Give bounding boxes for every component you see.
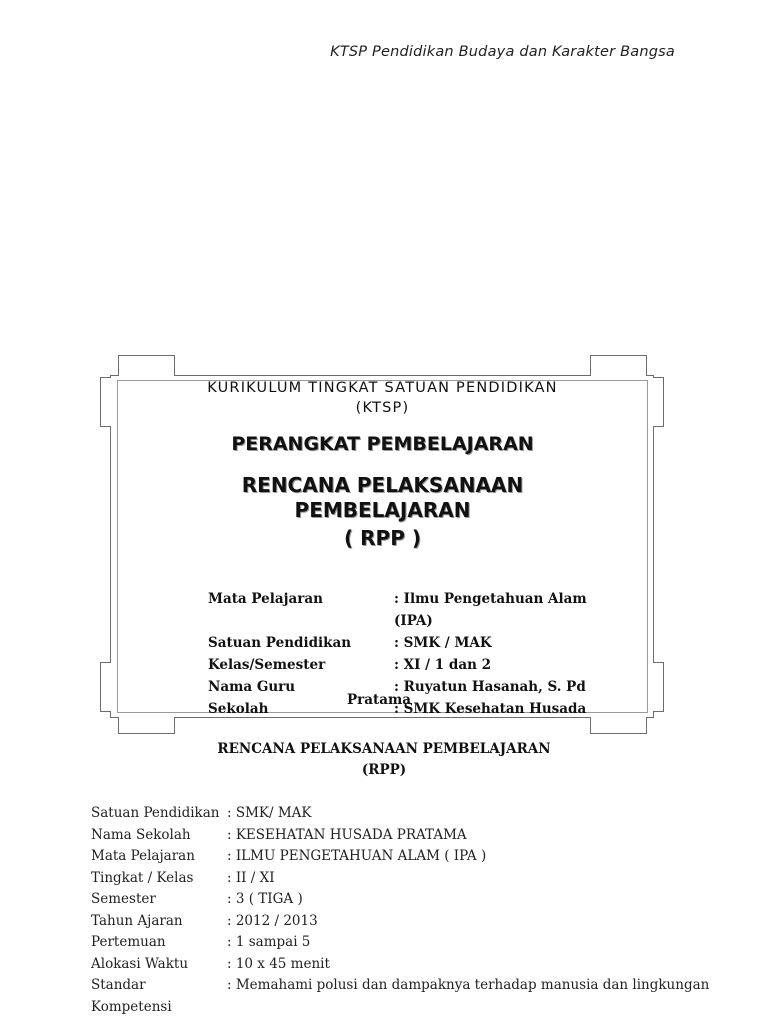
- table-row: [91, 911, 751, 933]
- row-label: Semester: [91, 891, 156, 907]
- document-subtitle: (RPP): [361, 762, 407, 778]
- cover-info-row: [208, 654, 628, 676]
- row-value: : 1 sampai 5: [227, 934, 311, 950]
- cover-rencana-line1: RENCANA PELAKSANAAN: [241, 473, 524, 497]
- cover-info-row: [208, 632, 628, 654]
- running-header: KTSP Pendidikan Budaya dan Karakter Bangsa: [330, 44, 675, 60]
- table-row: [91, 954, 751, 976]
- row-label: Pertemuan: [91, 934, 166, 950]
- cover-info-row: [208, 588, 628, 632]
- row-label: Satuan Pendidikan: [91, 805, 220, 821]
- cover-info-value: : Ruyatun Hasanah, S. Pd: [394, 679, 586, 695]
- frame-side-tab: [653, 662, 664, 712]
- row-value: : KESEHATAN HUSADA PRATAMA: [227, 826, 467, 843]
- table-row: [91, 803, 751, 825]
- frame-corner-tab: [118, 355, 175, 376]
- cover-kurikulum-line1: KURIKULUM TINGKAT SATUAN PENDIDIKAN: [207, 380, 558, 396]
- frame-side-tab: [653, 377, 664, 427]
- cover-info-row: [208, 698, 628, 720]
- row-label: Mata Pelajaran: [91, 848, 195, 864]
- cover-info-table: [208, 588, 628, 720]
- table-row: [91, 932, 751, 954]
- table-row: [91, 975, 751, 1018]
- cover-kurikulum-line2: (KTSP): [355, 400, 410, 416]
- row-value: : Memahami polusi dan dampaknya terhadap manusia dan lingkungan: [227, 977, 710, 993]
- cover-info-value: : XI / 1 dan 2: [394, 657, 491, 673]
- row-value: : ILMU PENGETAHUAN ALAM ( IPA ): [227, 848, 487, 864]
- cover-info-value: : Ilmu Pengetahuan Alam (IPA): [394, 591, 587, 629]
- frame-corner-tab: [590, 355, 647, 376]
- table-row: [91, 825, 751, 847]
- cover-info-label: Nama Guru: [208, 679, 296, 695]
- cover-rpp-title: ( RPP ): [344, 526, 421, 550]
- row-label: Tingkat / Kelas: [91, 869, 194, 886]
- table-row: [91, 889, 751, 911]
- cover-info-label: Kelas/Semester: [208, 657, 326, 673]
- row-label: Tahun Ajaran: [91, 912, 183, 929]
- row-value: : SMK/ MAK: [227, 805, 312, 821]
- row-value: : 2012 / 2013: [227, 912, 318, 929]
- cover-rencana-title: [117, 473, 648, 523]
- row-value: : 10 x 45 menit: [227, 955, 330, 972]
- row-label: Nama Sekolah: [91, 826, 191, 843]
- table-row: [91, 846, 751, 868]
- cover-info-label: Sekolah: [208, 701, 269, 717]
- identity-table: [91, 803, 751, 1018]
- row-value: : 3 ( TIGA ): [227, 891, 303, 907]
- cover-perangkat-title: PERANGKAT PEMBELAJARAN: [231, 433, 534, 455]
- cover-info-label: Mata Pelajaran: [208, 591, 323, 607]
- cover-info-value: : SMK Kesehatan Husada: [394, 701, 587, 717]
- frame-side-tab: [100, 662, 111, 712]
- document-title: RENCANA PELAKSANAAN PEMBELAJARAN: [217, 741, 551, 757]
- cover-info-value: : SMK / MAK: [394, 635, 492, 651]
- row-label: Alokasi Waktu: [91, 955, 189, 972]
- row-value: : II / XI: [227, 869, 275, 886]
- cover-info-label: Satuan Pendidikan: [208, 635, 352, 651]
- table-row: [91, 868, 751, 890]
- cover-info-row: [208, 676, 628, 698]
- frame-corner-tab: [118, 717, 175, 734]
- row-label: Standar Kompetensi: [91, 977, 172, 1015]
- cover-sekolah-continuation: Pratama: [347, 692, 412, 708]
- frame-side-tab: [100, 377, 111, 427]
- cover-rencana-line2: PEMBELAJARAN: [294, 498, 471, 522]
